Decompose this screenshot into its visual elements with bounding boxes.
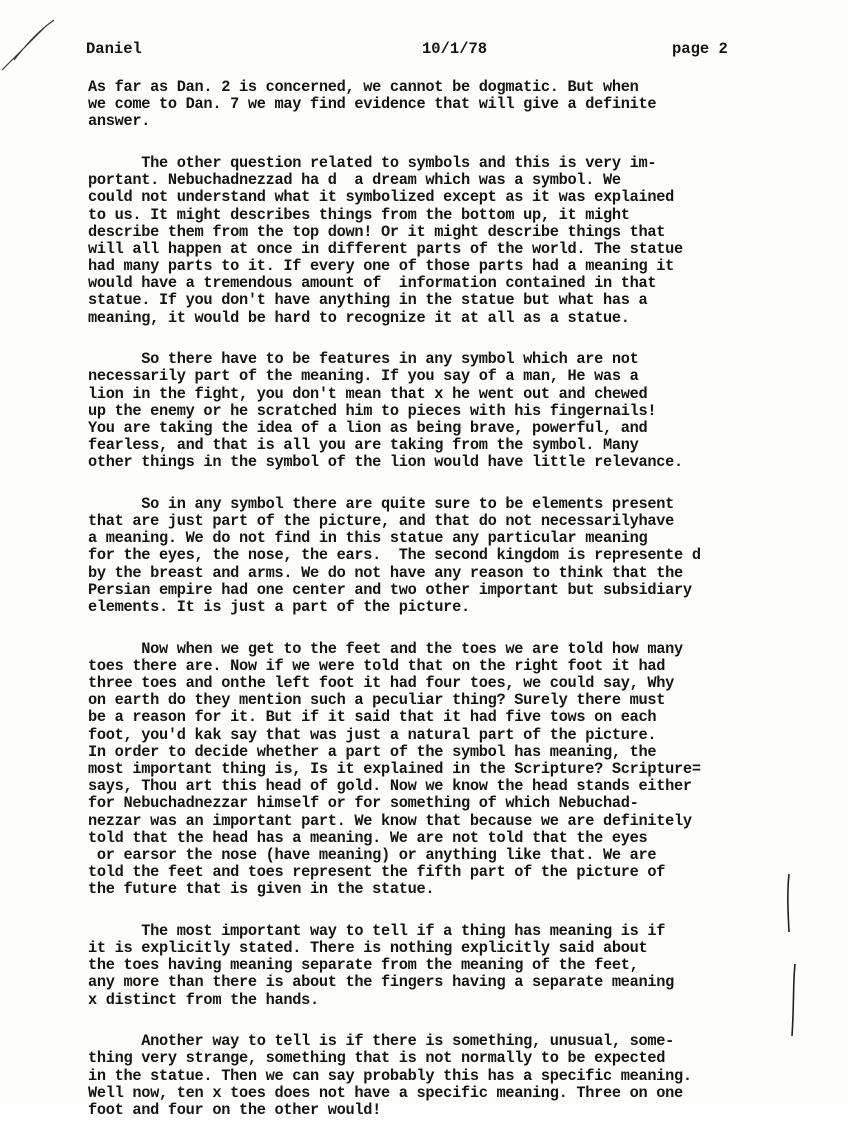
text-line: would have a tremendous amount of information contained in that bbox=[88, 274, 657, 293]
text-line: Well now, ten x toes does not have a specific meaning. Three on one bbox=[88, 1083, 683, 1102]
text-line: says, Thou art this head of gold. Now we know the head stands either bbox=[88, 777, 692, 796]
paragraph bbox=[88, 496, 808, 616]
corner-pen-stroke bbox=[0, 0, 70, 80]
body-text bbox=[88, 79, 808, 1143]
paragraph bbox=[88, 155, 808, 327]
text-line: any more than there is about the fingers having a separate meaning bbox=[88, 973, 675, 992]
text-line: that are just part of the picture, and that do not necessarilyhave bbox=[88, 512, 675, 531]
text-line: answer. bbox=[88, 112, 151, 131]
text-line: three toes and onthe left foot it had four toes, we could say, Why bbox=[88, 674, 675, 692]
text-line: could not understand what it symbolized except as it was explained bbox=[88, 188, 675, 207]
text-line: The other question related to symbols and this is very im- bbox=[88, 153, 657, 172]
text-line: The most important way to tell if a thing has meaning is if bbox=[88, 921, 666, 940]
text-line: foot, you'd kak say that was just a natural part of the picture. bbox=[88, 725, 657, 744]
text-line: elements. It is just a part of the picture. bbox=[88, 598, 470, 617]
text-line: You are taking the idea of a lion as being brave, powerful, and bbox=[88, 418, 648, 437]
text-line: for the eyes, the nose, the ears. The second kingdom is represente d bbox=[88, 546, 701, 565]
text-line: a meaning. We do not find in this statue any particular meaning bbox=[88, 529, 648, 548]
page-header bbox=[86, 40, 742, 62]
paragraph bbox=[88, 1033, 808, 1119]
margin-bracket-mark bbox=[790, 962, 794, 1038]
text-line: As far as Dan. 2 is concerned, we cannot be dogmatic. But when bbox=[88, 78, 639, 96]
text-line: lion in the fight, you don't mean that x he went out and chewed bbox=[88, 384, 648, 403]
text-line: Persian empire had one center and two other important but subsidiary bbox=[88, 580, 692, 599]
margin-bracket-mark bbox=[786, 872, 790, 934]
text-line: So there have to be features in any symbol which are not bbox=[88, 350, 639, 369]
text-line: by the breast and arms. We do not have any reason to think that the bbox=[88, 563, 683, 582]
text-line: told the feet and toes represent the fifth part of the picture of bbox=[88, 863, 666, 882]
text-line: thing very strange, something that is not normally to be expected bbox=[88, 1049, 666, 1068]
header-date: 10/1/78 bbox=[422, 40, 488, 58]
text-line: up the enemy or he scratched him to pieces with his fingernails! bbox=[88, 401, 657, 420]
text-line: nezzar was an important part. We know that because we are definitely bbox=[88, 811, 692, 830]
text-line: foot and four on the other would! bbox=[88, 1100, 382, 1119]
text-line: fearless, and that is all you are taking from the symbol. Many bbox=[88, 436, 639, 455]
text-line: In order to decide whether a part of the symbol has meaning, the bbox=[88, 742, 657, 761]
paragraph bbox=[88, 79, 808, 131]
text-line: the toes having meaning separate from the meaning of the feet, bbox=[88, 956, 639, 975]
text-line: So in any symbol there are quite sure to be elements present bbox=[88, 494, 675, 513]
text-line: statue. If you don't have anything in the statue but what has a bbox=[88, 291, 648, 310]
text-line: had many parts to it. If every one of those parts had a meaning it bbox=[88, 257, 675, 276]
text-line: to us. It might describes things from the bottom up, it might bbox=[88, 205, 630, 224]
text-line: or earsor the nose (have meaning) or anything like that. We are bbox=[88, 845, 657, 864]
text-line: Now when we get to the feet and the toes we are told how many bbox=[88, 639, 683, 658]
text-line: x distinct from the hands. bbox=[88, 990, 319, 1009]
text-line: for Nebuchadnezzar himself or for something of which Nebuchad- bbox=[88, 794, 639, 813]
text-line: on earth do they mention such a peculiar thing? Surely there must bbox=[88, 691, 666, 710]
paragraph bbox=[88, 641, 808, 899]
text-line: we come to Dan. 7 we may find evidence that will give a definite bbox=[88, 95, 657, 114]
text-line: the future that is given in the statue. bbox=[88, 880, 435, 899]
text-line: in the statue. Then we can say probably this has a specific meaning. bbox=[88, 1066, 692, 1085]
text-line: Another way to tell is if there is something, unusual, some- bbox=[88, 1032, 675, 1051]
text-line: necessarily part of the meaning. If you say of a man, He was a bbox=[88, 367, 639, 386]
text-line: be a reason for it. But if it said that it had five tows on each bbox=[88, 708, 657, 727]
header-title: Daniel bbox=[86, 40, 142, 58]
text-line: meaning, it would be hard to recognize it at all as a statue. bbox=[88, 308, 630, 327]
paragraph bbox=[88, 923, 808, 1009]
text-line: portant. Nebuchadnezzad ha d a dream which was a symbol. We bbox=[88, 171, 621, 190]
text-line: toes there are. Now if we were told that on the right foot it had bbox=[88, 656, 666, 675]
header-page-number: page 2 bbox=[672, 40, 728, 58]
text-line: told that the head has a meaning. We are not told that the eyes bbox=[88, 828, 648, 847]
text-line: it is explicitly stated. There is nothing explicitly said about bbox=[88, 939, 648, 958]
text-line: will all happen at once in different parts of the world. The statue bbox=[88, 239, 683, 258]
text-line: most important thing is, Is it explained in the Scripture? Scripture= bbox=[88, 759, 701, 778]
paragraph bbox=[88, 351, 808, 471]
text-line: other things in the symbol of the lion would have little relevance. bbox=[88, 453, 683, 472]
text-line: describe them from the top down! Or it might describe things that bbox=[88, 222, 666, 241]
